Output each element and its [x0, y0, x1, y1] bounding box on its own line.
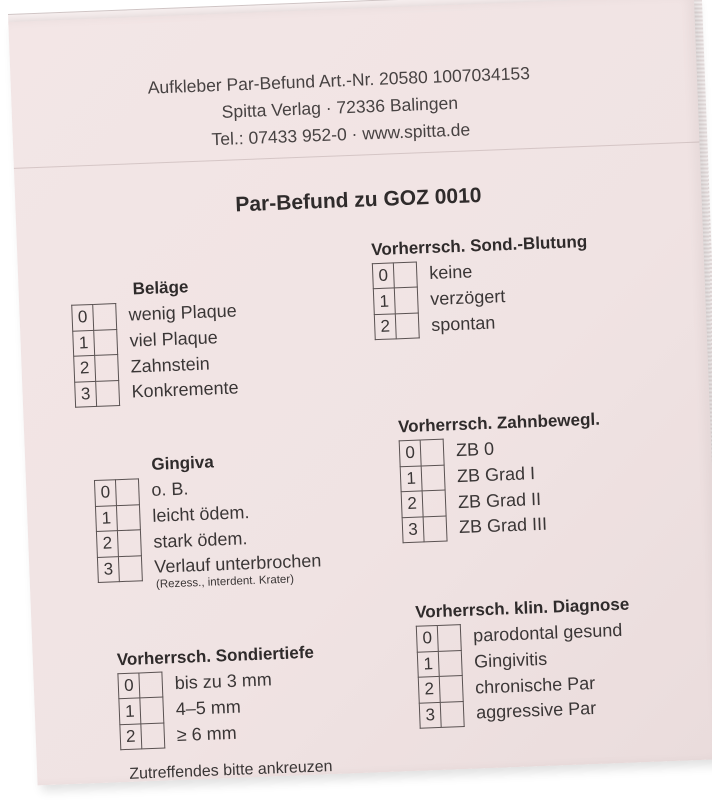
section-title: Vorherrsch. klin. Diagnose: [414, 594, 630, 622]
grid-row: [399, 439, 444, 466]
section-zahnbewegl: [398, 410, 605, 544]
option-labels: [151, 471, 322, 581]
grid-row: [97, 555, 142, 582]
section-title: Gingiva: [151, 452, 215, 474]
option-label: stark ödem.: [152, 527, 248, 552]
checkbox[interactable]: [95, 355, 119, 381]
checkbox[interactable]: [96, 380, 120, 406]
option-label: parodontal gesund: [472, 619, 623, 646]
option-label: chronische Par: [474, 672, 596, 698]
option-label: wenig Plaque: [128, 300, 238, 325]
option-number: 2: [401, 491, 423, 517]
checkbox[interactable]: [118, 555, 142, 581]
checkbox-grid: [94, 478, 143, 583]
option-number: 3: [75, 381, 97, 407]
option-label: viel Plaque: [129, 326, 218, 351]
option-label: Zahnstein: [130, 353, 210, 377]
option-label: spontan: [430, 312, 496, 335]
checkbox[interactable]: [420, 439, 444, 465]
checkbox-grid: [71, 303, 120, 408]
checkbox[interactable]: [117, 530, 141, 556]
grid-row: [120, 723, 165, 750]
checkbox[interactable]: [94, 329, 118, 355]
grid-row: [73, 329, 118, 356]
checkbox[interactable]: [394, 287, 418, 313]
option-label: ≥ 6 mm: [176, 722, 238, 745]
grid-row: [72, 304, 117, 331]
checkbox[interactable]: [437, 625, 461, 651]
option-number: 2: [418, 677, 440, 703]
grid-row: [372, 262, 417, 289]
grid-row: [417, 650, 462, 677]
checkbox-grid: [117, 672, 165, 751]
option-number: 1: [400, 466, 422, 492]
grid-row: [118, 672, 163, 699]
option-number: 0: [372, 263, 394, 289]
grid-row: [374, 313, 419, 340]
checkbox[interactable]: [139, 672, 163, 698]
option-label: aggressive Par: [475, 698, 597, 723]
option-label: leicht ödem.: [151, 501, 250, 526]
section-title: Vorherrsch. Sondiertiefe: [116, 642, 315, 670]
section-klin-diagnose: [415, 595, 634, 729]
checkbox-grid: [372, 261, 420, 340]
option-number: 2: [74, 356, 96, 382]
option-number: 0: [399, 440, 421, 466]
section-title: Vorherrsch. Sond.-Blutung: [370, 231, 588, 260]
section-title: Vorherrsch. Zahnbewegl.: [397, 409, 601, 437]
section-sond-blutung: [371, 232, 591, 341]
grid-row: [402, 516, 447, 543]
checkbox[interactable]: [422, 490, 446, 516]
grid-row: [419, 701, 464, 728]
option-label: Verlauf unterbrochen: [153, 550, 322, 578]
option-number: 1: [95, 505, 117, 531]
option-labels: [456, 435, 548, 541]
header-publisher-line: Spitta Verlag · 72336 Balingen: [221, 92, 459, 122]
option-note: (Rezess., interdent. Krater): [155, 573, 295, 591]
option-number: 2: [374, 314, 396, 340]
option-number: 1: [373, 288, 395, 314]
checkbox[interactable]: [93, 304, 117, 330]
checkbox[interactable]: [115, 479, 139, 505]
option-labels: [128, 298, 240, 405]
section-belaege: [70, 275, 240, 407]
grid-row: [74, 355, 119, 382]
sticker-pad: [8, 0, 712, 785]
grid-row: [75, 380, 120, 407]
checkbox[interactable]: [439, 676, 463, 702]
section-title: Beläge: [132, 277, 189, 299]
grid-row: [418, 676, 463, 703]
grid-row: [373, 287, 418, 314]
header-article-line: Aufkleber Par-Befund Art.-Nr. 20580 1007034153: [147, 63, 531, 98]
checkbox-grid: [416, 624, 465, 729]
checkbox[interactable]: [423, 516, 447, 542]
checkbox[interactable]: [141, 723, 165, 749]
option-number: 0: [72, 304, 94, 330]
checkbox[interactable]: [140, 698, 164, 724]
footer-instruction: Zutreffendes bitte ankreuzen: [128, 758, 333, 783]
option-label: ZB Grad II: [457, 488, 542, 512]
option-label: ZB Grad III: [458, 514, 548, 538]
option-number: 1: [73, 330, 95, 356]
publisher-header: [78, 57, 601, 158]
option-labels: [473, 618, 626, 727]
checkbox[interactable]: [116, 504, 140, 530]
section-sondiertiefe: [117, 643, 318, 751]
checkbox[interactable]: [440, 701, 464, 727]
header-contact-line: Tel.: 07433 952-0 · www.spitta.de: [211, 119, 471, 150]
grid-row: [96, 530, 141, 557]
option-number: 3: [402, 517, 424, 543]
option-number: 3: [419, 702, 441, 728]
option-label: o. B.: [150, 478, 189, 500]
section-gingiva: [93, 448, 322, 593]
option-labels: [174, 667, 274, 748]
option-number: 0: [416, 625, 438, 651]
grid-row: [416, 625, 461, 652]
checkbox[interactable]: [395, 313, 419, 339]
grid-row: [95, 504, 140, 531]
grid-row: [401, 490, 446, 517]
option-number: 0: [94, 480, 116, 506]
checkbox[interactable]: [393, 262, 417, 288]
option-label: keine: [428, 261, 473, 284]
option-label: Gingivitis: [473, 648, 548, 672]
option-number: 0: [118, 673, 140, 699]
checkbox-grid: [399, 439, 448, 544]
option-number: 3: [97, 556, 119, 582]
option-labels: [429, 258, 507, 338]
option-label: bis zu 3 mm: [174, 669, 273, 694]
grid-row: [119, 698, 164, 725]
option-number: 1: [417, 651, 439, 677]
option-label: ZB Grad I: [456, 462, 536, 486]
option-number: 2: [120, 724, 142, 750]
grid-row: [400, 465, 445, 492]
option-label: Konkremente: [131, 377, 239, 402]
checkbox[interactable]: [421, 465, 445, 491]
sticker-sheet: [8, 0, 712, 785]
form-title: Par-Befund zu GOZ 0010: [234, 183, 482, 217]
option-number: 2: [96, 531, 118, 557]
option-label: verzögert: [429, 285, 506, 309]
option-label: ZB 0: [455, 438, 495, 461]
option-label: 4–5 mm: [175, 696, 242, 719]
checkbox[interactable]: [438, 650, 462, 676]
option-number: 1: [119, 698, 141, 724]
grid-row: [94, 479, 139, 506]
